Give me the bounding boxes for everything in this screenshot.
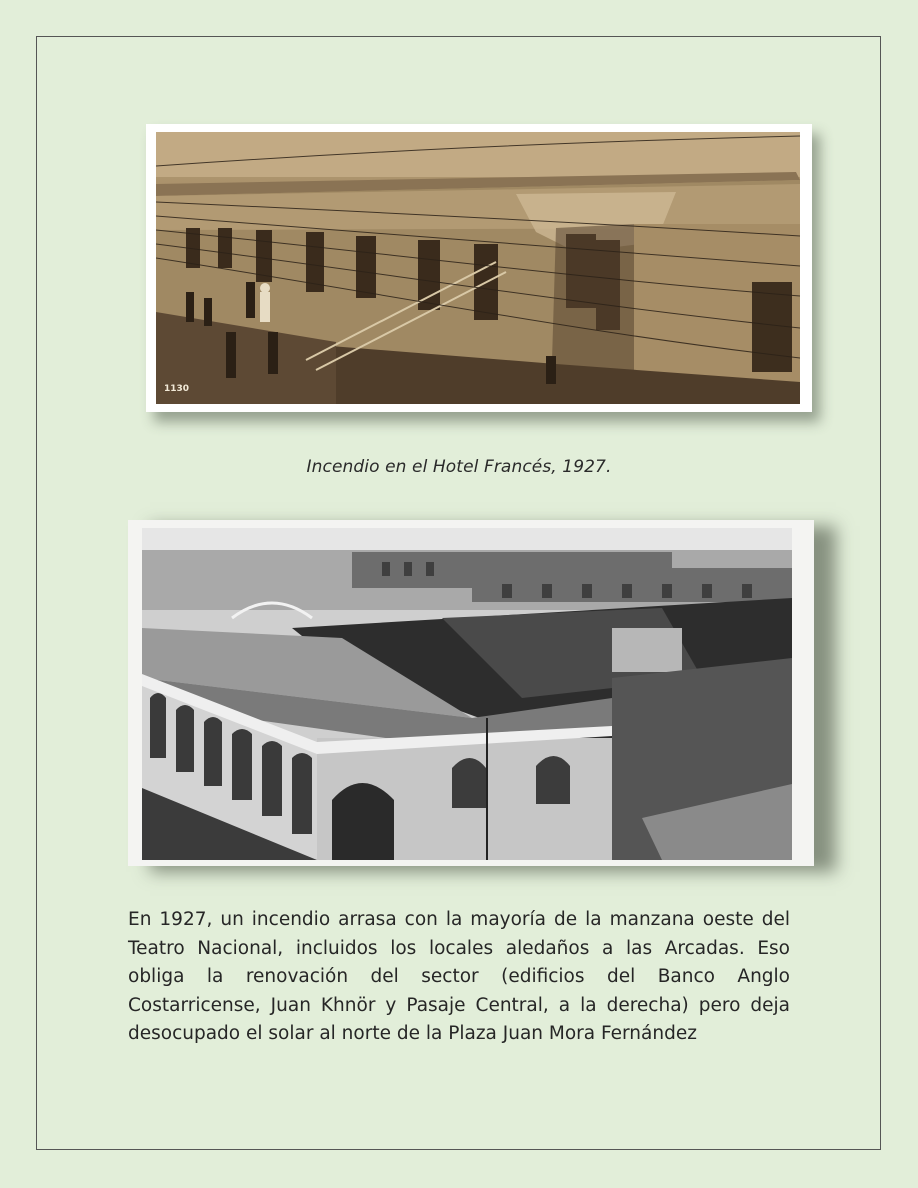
photo-block-ruins-frame	[128, 520, 814, 866]
photo-hotel-frances-fire	[156, 132, 800, 404]
photo-hotel-frances-fire-frame	[146, 124, 812, 412]
body-paragraph: En 1927, un incendio arrasa con la mayoría de la manzana oeste del Teatro Nacional, incluidos los locales aledaños a las Arcadas. Eso obliga la renovación del sector (edificios del Banco Anglo Costarricense, Juan Khnör y Pasaje Central, a la derecha) pero deja desocupado el solar al norte de la Plaza Juan Mora Fernández	[128, 909, 790, 1044]
sepia-photo-illustration	[156, 132, 800, 404]
plate-number: 1130	[164, 384, 190, 394]
photo-caption: Incendio en el Hotel Francés, 1927.	[306, 457, 612, 477]
bw-photo-illustration	[142, 528, 792, 860]
photo-block-ruins	[142, 528, 792, 860]
